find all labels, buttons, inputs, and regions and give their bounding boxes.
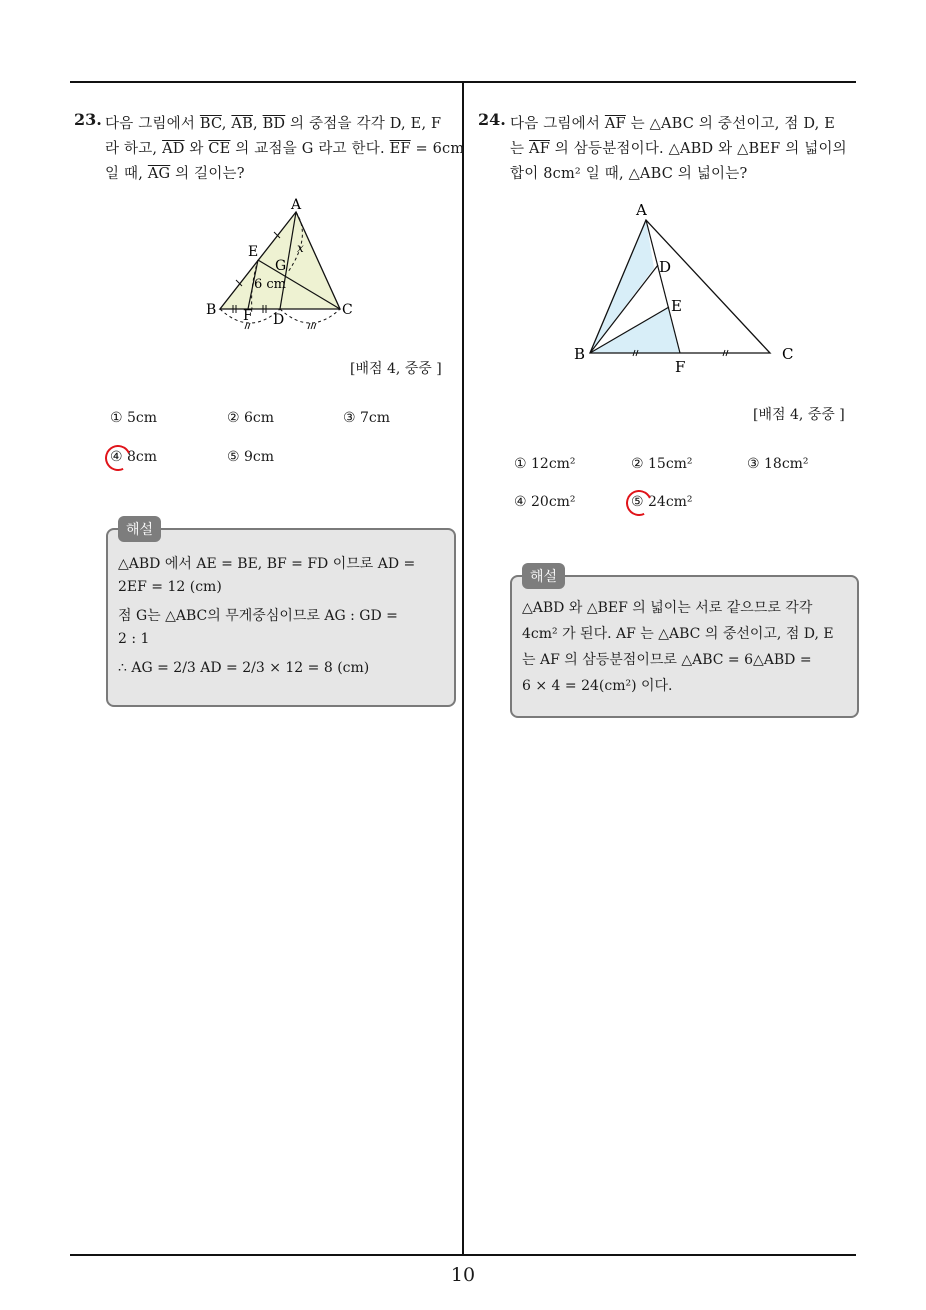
question-line-3 [510,162,747,183]
solution-line-1: △ABD 와 △BEF 의 넓이는 서로 같으므로 각각 [522,600,813,616]
label-a: A [291,197,302,213]
column-divider [462,82,464,1255]
solution-tag: 해설 [118,516,161,542]
label-b: B [206,302,217,318]
choice-2[interactable]: ② 6cm [227,410,275,426]
solution-line-4: 6 × 4 = 24(cm²) 이다. [522,678,673,694]
question-line-1 [105,112,441,133]
q-text: 라 하고, [105,141,163,157]
segment: $\overline{AD}$ [162,141,185,157]
question-line-3 [105,162,245,183]
segment: $\overline{AF}$ [604,116,626,132]
label-d: D [273,312,285,328]
segment: $\overline{AG}$ [147,166,171,182]
problem-number: 23. [74,110,102,129]
q-text: 다음 그림에서 [510,116,605,132]
question-line-2 [510,137,847,158]
q-text: , [221,116,232,132]
triangle-abc [590,220,770,353]
label-c: C [342,302,353,318]
label-6cm: 6 cm [254,277,287,292]
q-text: 합이 8cm² 일 때, △ABC 의 넓이는? [510,166,748,182]
segment: $\overline{BC}$ [199,116,222,132]
solution-line-3: 는 AF 의 삼등분점이므로 △ABC = 6△ABD = [522,652,812,668]
q-text: 의 중점을 각각 D, E, F [285,116,442,132]
label-x: x [297,241,304,255]
figure-23 [200,192,370,342]
label-e: E [248,244,259,260]
q-text: , [252,116,263,132]
bottom-rule [70,1254,856,1256]
solution-line-4: 2 : 1 [118,631,150,647]
solution-tag: 해설 [522,563,565,589]
choice-2[interactable]: ② 15cm² [631,456,693,472]
figure-24 [560,195,810,380]
q-text: 는 △ABC 의 중선이고, 점 D, E [625,116,836,132]
q-text: 일 때, [105,166,148,182]
label-c: C [782,345,794,363]
choice-1[interactable]: ① 12cm² [514,456,576,472]
solution-line-2: 4cm² 가 된다. AF 는 △ABC 의 중선이고, 점 D, E [522,626,834,642]
label-b: B [574,345,586,363]
solution-line-5: ∴ AG = 2/3 AD = 2/3 × 12 = 8 (cm) [118,660,370,676]
choice-3[interactable]: ③ 7cm [343,410,391,426]
segment: $\overline{BD}$ [262,116,286,132]
answer-mark-circle [101,441,134,474]
question-line-1 [510,112,835,133]
score-meta: [배점 4, 중중 ] [753,407,845,423]
q-text: 와 [184,141,209,157]
segment: $\overline{EF}$ [389,141,411,157]
page-number: 10 [450,1264,476,1286]
q-text: 의 길이는? [170,166,245,182]
choice-5[interactable]: ⑤ 9cm [227,449,275,465]
label-f: F [243,308,253,324]
label-a: A [636,201,647,219]
q-text: 의 삼등분점이다. △ABD 와 △BEF 의 넓이의 [549,141,847,157]
q-text: 다음 그림에서 [105,116,200,132]
label-e: E [671,297,682,315]
score-meta: [배점 4, 중중 ] [350,361,442,377]
choice-3[interactable]: ③ 18cm² [747,456,809,472]
solution-line-3: 점 G는 △ABC의 무게중심이므로 AG : GD = [118,608,398,624]
choice-4[interactable]: ④ 20cm² [514,494,576,510]
problem-number: 24. [478,110,506,129]
answer-mark-circle [622,486,655,519]
choice-5[interactable]: ⑤ 24cm² [631,494,693,510]
q-text: 는 [510,141,530,157]
q-text: 의 교점을 G 라고 한다. [230,141,390,157]
segment: $\overline{AB}$ [231,116,253,132]
segment: $\overline{AF}$ [529,141,550,157]
solution-line-2: 2EF = 12 (cm) [118,579,222,595]
label-f: F [675,358,686,376]
q-text: = 6cm [410,141,465,157]
dashed-dc-arc [280,309,340,323]
label-d: D [659,258,672,276]
solution-line-1: △ABD 에서 AE = BE, BF = FD 이므로 AD = [118,556,416,572]
segment: $\overline{CE}$ [208,141,231,157]
choice-1[interactable]: ① 5cm [110,410,158,426]
choice-4[interactable]: ④ 8cm [110,449,158,465]
label-g: G [275,258,287,274]
question-line-2 [105,137,464,158]
